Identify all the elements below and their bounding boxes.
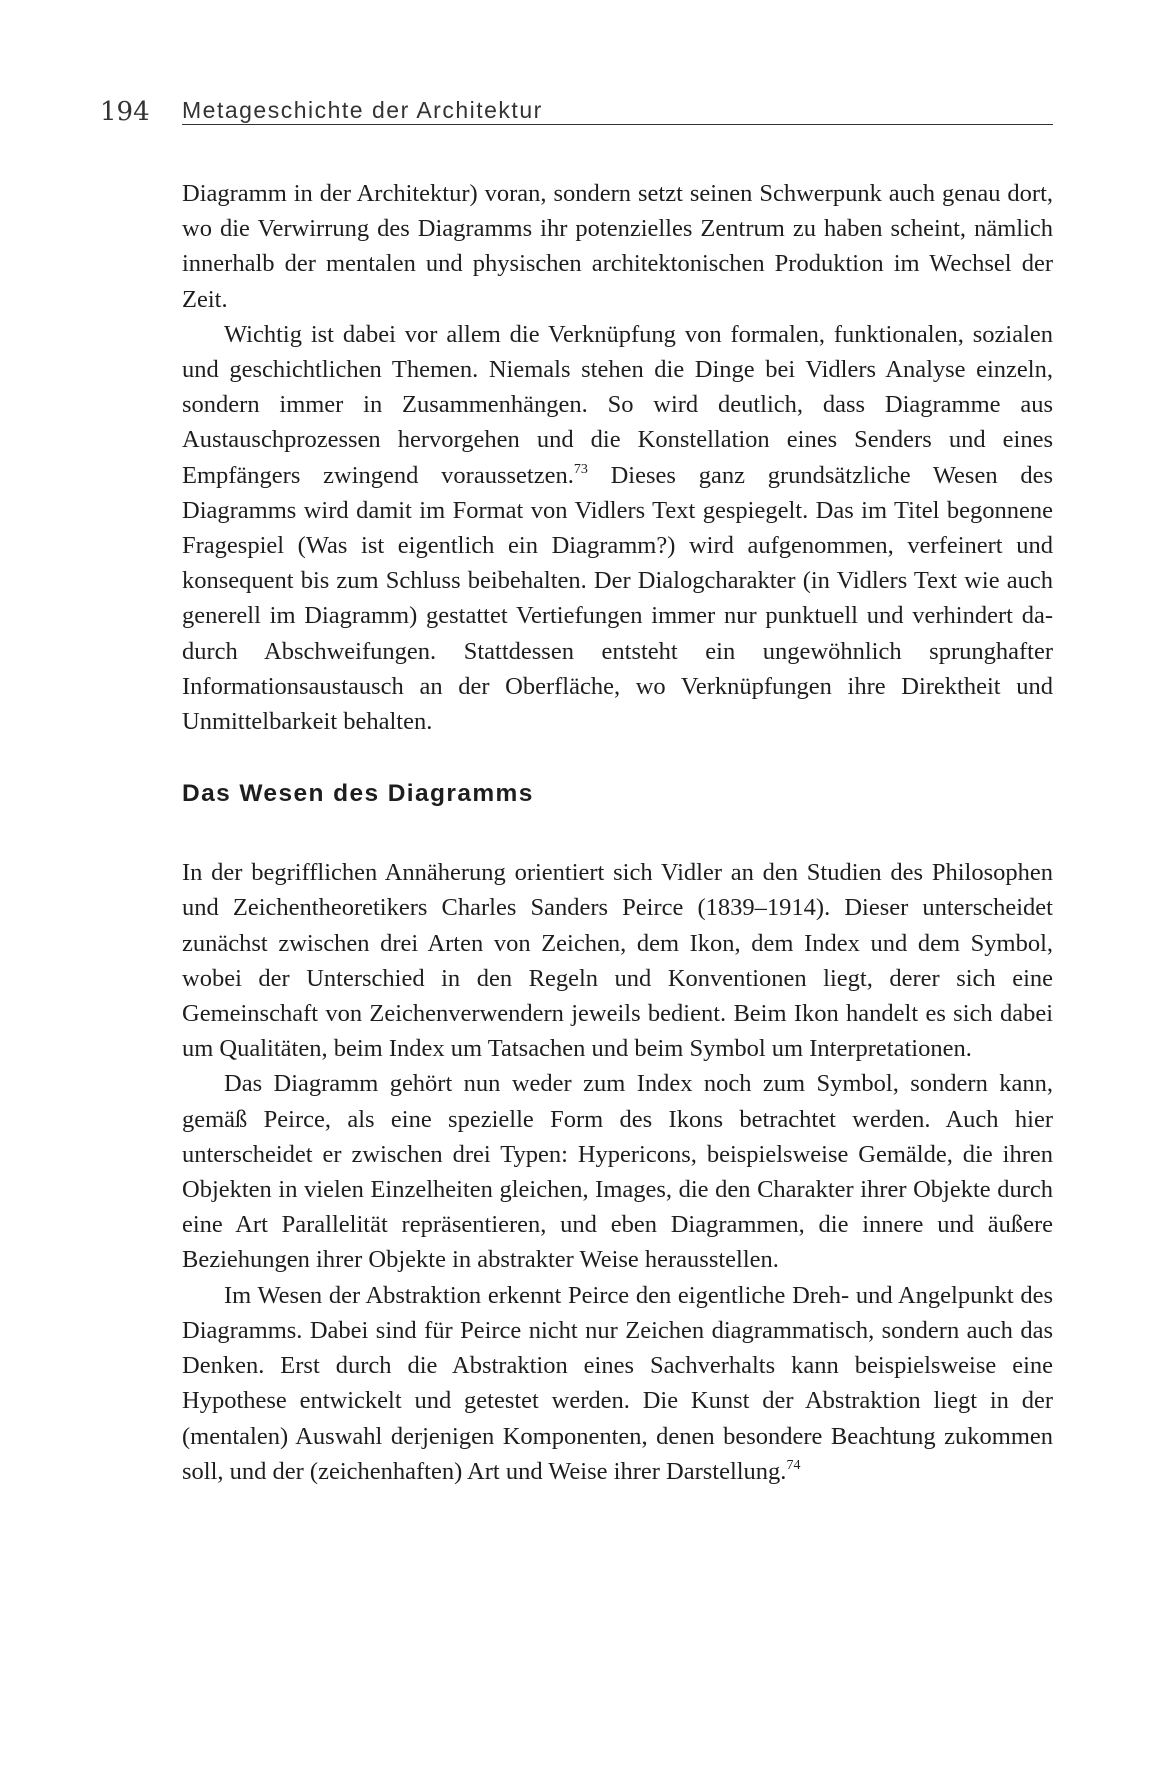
paragraph-text: Wichtig ist dabei vor allem die Verknüpfung von formalen, funktionalen, sozialen und geschichtlichen Themen. Niemals stehen die Dinge bei Vidlers Analyse einzeln, sondern immer in Zusammenhängen. So wird deutlich, dass Diagramme aus Austauschprozessen hervorgehen und die Konstellation eines Senders und eines Empfängers zwingend voraussetzen. (182, 320, 1053, 489)
paragraph (182, 1278, 1053, 1489)
paragraph: Diagramm in der Architektur) voran, sondern setzt seinen Schwerpunk auch genau dort, wo die Verwirrung des Diagramms ihr potenzielles Zentrum zu haben scheint, nämlich innerhalb der mentalen und physischen architektonischen Produktion im Wechsel der Zeit. (182, 180, 1053, 313)
section-heading: Das Wesen des Diagramms (182, 780, 534, 808)
paragraph: Das Diagramm gehört nun weder zum Index noch zum Symbol, sondern kann, gemäß Peirce, als eine spezielle Form des Ikons betrachtet werden. Auch hier unterscheidet er zwischen drei Typen: Hypericons, beispielsweise Gemälde, die ihren Objekten in vielen Einzelheiten gleichen, Images, die den Charakter ihrer Objekte durch eine Art Parallelität repräsentieren, und eben Diagrammen, die innere und äußere Beziehungen ihrer Objekte in abstrakter Weise herausstellen. (182, 1070, 1053, 1274)
footnote-ref[interactable]: 74 (786, 1457, 801, 1473)
header-rule (182, 124, 1053, 125)
paragraph-text: Dieses ganz grundsätzliche Wesen des Diagramms wird damit im Format von Vidlers Text gespiegelt. Das im Titel begonnene Fragespiel (Was ist eigentlich ein Diagramm?) wird aufgenommen, verfeinert und konsequent bis zum Schluss beibehalten. Der Dialogcharakter (in Vidlers Text wie auch generell im Diagramm) gestattet Vertiefungen immer nur punktuell und verhindert dadurch Abschweifungen. Stattdessen entsteht ein ungewöhnlich sprunghafter Informationsaustausch an der Oberfläche, wo Verknüpfungen ihre Direktheit und Unmittelbarkeit behalten. (182, 461, 1054, 736)
footnote-ref[interactable]: 73 (573, 461, 588, 477)
running-head: Metageschichte der Architektur (182, 97, 543, 123)
body-text (182, 176, 1053, 1489)
page-number: 194 (100, 97, 150, 127)
paragraph: In der begrifflichen Annäherung orientiert sich Vidler an den Studien des Philosophen und Zeichentheoretikers Charles Sanders Peirce (1839–1914). Dieser unterscheidet zunächst zwischen drei Arten von Zeichen, dem Ikon, dem Index und dem Symbol, wobei der Unterschied in den Regeln und Konventionen liegt, derer sich eine Gemeinschaft von Zeichenverwendern jeweils bedient. Beim Ikon handelt es sich dabei um Qualitäten, beim Index um Tatsachen und beim Symbol um Interpretationen. (182, 859, 1053, 1063)
paragraph-text: Im Wesen der Abstraktion erkennt Peirce den eigentliche Dreh- und Angelpunkt des Diagramms. Dabei sind für Peirce nicht nur Zeichen diagrammatisch, sondern auch das Denken. Erst durch die Abstraktion eines Sachverhalts kann beispielsweise eine Hypothese entwickelt und getestet werden. Die Kunst der Abstraktion liegt in der (mentalen) Auswahl derjenigen Komponenten, denen besondere Beachtung zukommen soll, und der (zeichenhaften) Art und Weise ihrer Darstellung. (182, 1281, 1053, 1485)
paragraph (182, 317, 1053, 739)
